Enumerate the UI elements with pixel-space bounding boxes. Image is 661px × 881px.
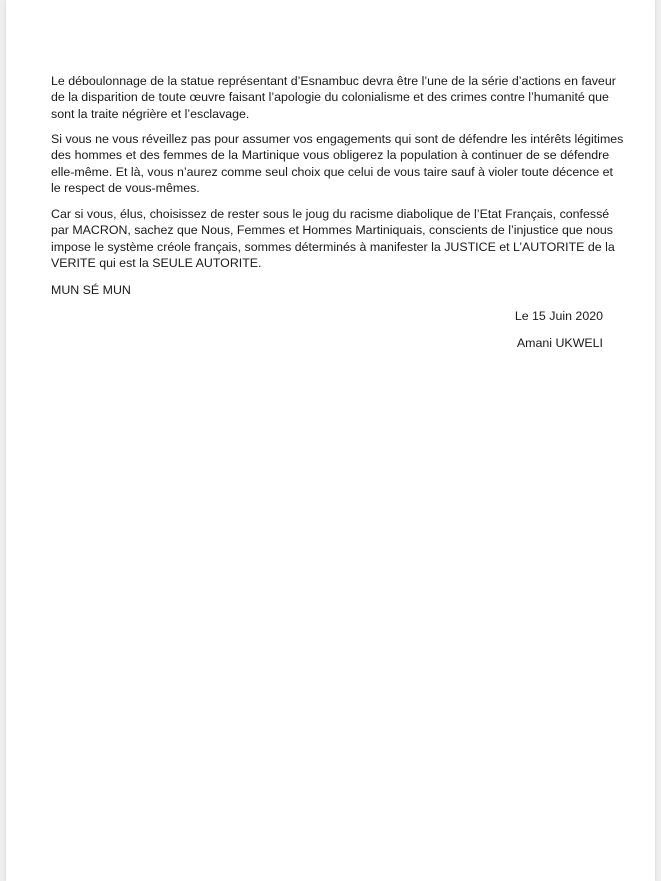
document-page <box>6 0 655 881</box>
text-line: le respect de vous-mêmes. <box>51 180 200 195</box>
text-line: MUN SÉ MUN <box>51 283 131 297</box>
text-line: Car si vous, élus, choisissez de rester sous le joug du racisme diabolique de l’Etat Français, confessé <box>51 207 610 221</box>
text-line: Le déboulonnage de la statue représentant d’Esnambuc devra être l’une de la série d’actions en faveur <box>51 74 616 88</box>
text-line: sont la traite négrière et l’esclavage. <box>51 106 250 121</box>
text-line: VERITE qui est la SEULE AUTORITE. <box>51 255 262 270</box>
text-line: des hommes et des femmes de la Martinique vous obligerez la population à continuer de se défendre <box>51 148 610 163</box>
paragraph-1 <box>51 73 616 122</box>
signature: Amani UKWELI <box>516 336 603 350</box>
text-line: impose le système créole français, sommes déterminés à manifester la JUSTICE et L’AUTORITE de la <box>51 239 615 254</box>
paragraph-2 <box>51 131 624 196</box>
text-line: par MACRON, sachez que Nous, Femmes et Hommes Martiniquais, conscients de l’injustice que nous <box>51 223 613 238</box>
date-line: Le 15 Juin 2020 <box>514 309 603 323</box>
text-line: elle-même. Et là, vous n’aurez comme seul choix que celui de vous taire sauf à violer toute décence et <box>51 164 614 179</box>
text-line: Si vous ne vous réveillez pas pour assumer vos engagements qui sont de défendre les intérêts légitimes <box>51 132 624 146</box>
closing-motto <box>51 282 609 298</box>
paragraph-3 <box>51 206 615 271</box>
text-line: de la disparition de toute œuvre faisant l’apologie du colonialisme et des crimes contre l’humanité que <box>51 90 609 105</box>
